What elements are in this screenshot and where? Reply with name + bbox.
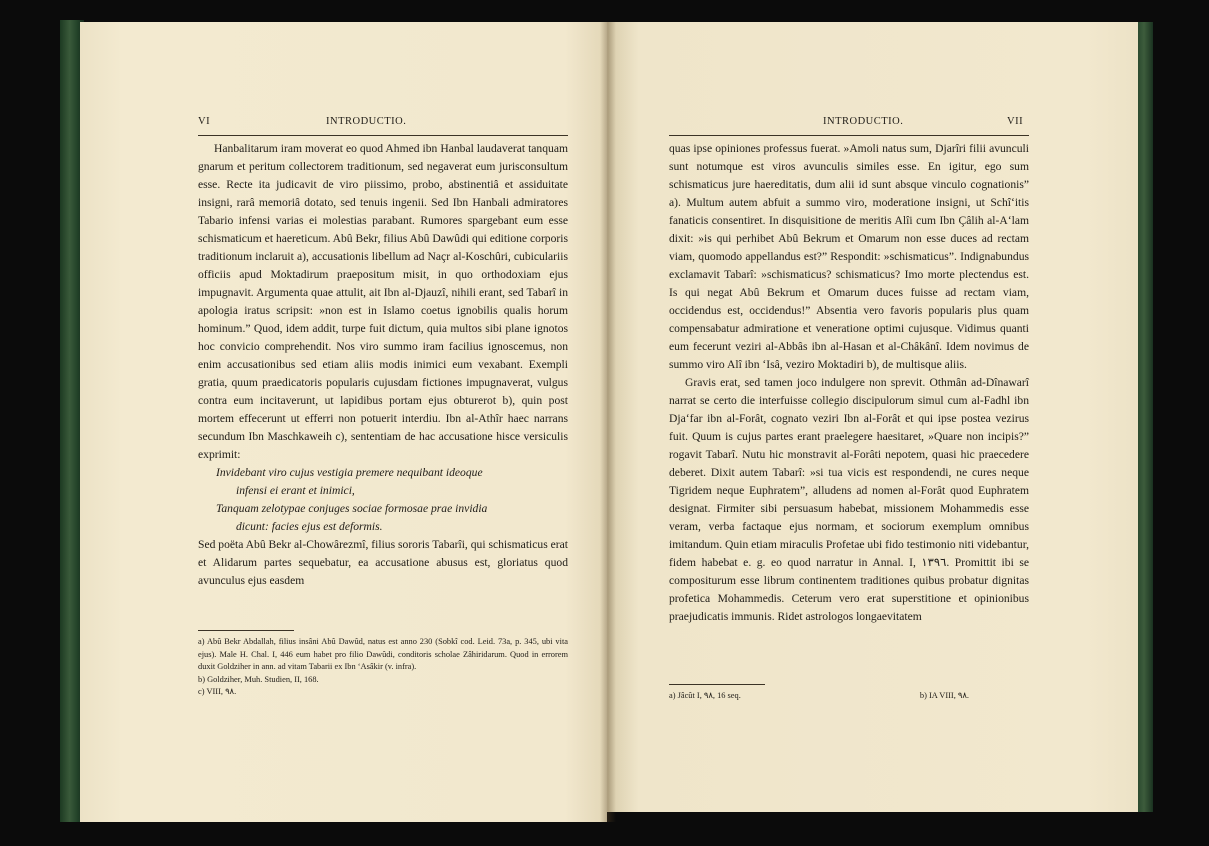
left-body-text [198, 140, 568, 590]
footnote-a: a) Abû Bekr Abdallah, filius insâni Abû Dawûd, natus est anno 230 (Sobkî cod. Leid. 73a, p. 345, ubi vita ejus). Male H. Chal. I, 446 eum habet pro filio Dawûdi, conditoris scholae Zâhiridarum. Quod in errorem duxit Goldziher in ann. ad vitam Tabarii ex Ibn ‘Asâkir (v. infra). [198, 637, 568, 671]
right-footnotes [669, 690, 1029, 703]
left-header-rule [198, 135, 568, 136]
left-page [80, 22, 607, 822]
right-page-number: VII [1007, 116, 1024, 127]
verse-line: Invidebant viro cujus vestigia premere nequibant ideoque [216, 466, 483, 479]
left-page-number: VI [198, 116, 211, 127]
left-footnotes [198, 636, 568, 699]
right-paragraph: Gravis erat, sed tamen joco indulgere non sprevit. Othmân ad-Dînawarî narrat se certo die interfuisse collegio discipulorum simul cum al-Fadhl ibn Dja‘far ibn al-Forât, cognato veziri Ibn al-Forât et qui ipse postea vezirus fuit. Quum is cujus partes erant praelegere haesitaret, »Quare non incipis?” rogavit Tabarî. Nutu hic monstravit al-Forâti nepotem, quasi hic praecedere deberet. Dixit autem Tabarî: »si tua vicis est respondendi, ne cures neque Tigridem neque Euphratem”, alludens ad nomen al-Forât quod Euphratem designat. Firmiter sibi persuasum habebat, missionem Mohammedis esse veram, verba factaque ejus normam, et sociorum exemplum omnibus imitandum. Quin etiam miraculis Profetae ubi fido testimonio niti videbantur, fidem habebat e. g. eo quod narratur in Annal. I, ١٣٩٦. Promittit ibi se compositurum esse librum continentem traditiones quibus probatur dignitas profetica Mohammedis. Ceterum vero erat superstitione et opinionibus praejudicatis immunis. Ridet astrologos longaevitatem [669, 376, 1029, 623]
book-gutter [600, 22, 616, 822]
footnote-a: a) Jâcût I, ٩٨, 16 seq. [669, 691, 741, 700]
right-running-head: INTRODUCTIO. [823, 116, 904, 127]
right-header-rule [669, 135, 1029, 136]
right-page [607, 22, 1138, 812]
footnote-separator [669, 684, 765, 685]
verse-block [198, 464, 568, 536]
footnote-separator [198, 630, 294, 631]
left-running-head: INTRODUCTIO. [326, 116, 407, 127]
verse-line: Tanquam zelotypae conjuges sociae formosae prae invidia [216, 502, 488, 515]
left-paragraph: Hanbalitarum iram moverat eo quod Ahmed ibn Hanbal laudaverat tanquam gnarum et peritum collectorem traditionum, sed negaverat eum jurisconsultum esse. Recte ita judicavit de viro piissimo, probo, abstinentiâ et assiduitate insigni, rarâ memoriâ dotato, sed tenuis ingenii. Sed Ibn Hanbali admiratores Tabario infensi varias ei molestias parabant. Rumores spargebant eum esse schismaticum et haereticum. Abû Bekr, filius Abû Dawûdi qui editione corporis traditionum inclaruit a), accusationis libellum ad Naçr al-Koschûri, cubiculariis officiis apud Moktadirum praepositum misit, in quo orthodoxiam ejus impugnavit. Argumenta quae attulit, ait Ibn al-Djauzî, nihili erant, sed Tabarî in apologia iratus scripsit: »non est in Islamo coetus ignobilis qualis horum hominum.” Quod, idem addit, turpe fuit dictum, quia multos sibi plane ignotos hoc convicio comprehendit. Nos viro summo iram facilius ignoscemus, non enim accusationibus sed etiam aliis modis inimici eum vexabant. Exempli gratia, quum praedicatoris popularis cujusdam fictiones impugnaverat, vulgus contra eum incitaverunt, ut lapidibus portam ejus obturerot b), quin post mortem effecerunt ut efferri non potuerit interdiu. Ibn al-Athîr haec narrans secundum Ibn Maschkaweih c), sententiam de hac accusatione hisce versiculis exprimit: [198, 142, 568, 461]
verse-line: infensi ei erant et inimici, [236, 484, 355, 497]
verse-line: dicunt: facies ejus est deformis. [236, 520, 383, 533]
right-body-text [669, 140, 1029, 626]
left-closing-paragraph: Sed poëta Abû Bekr al-Chowârezmî, filius sororis Tabarîi, qui schismaticus erat et Alidarum partes sequebatur, ea accusatione abusus est, gloriatus quod avunculus ejus easdem [198, 538, 568, 587]
footnote-b: b) IA VIII, ٩٨. [919, 691, 969, 700]
footnote-c: c) VIII, ٩٨. [198, 687, 237, 696]
right-paragraph: quas ipse opiniones professus fuerat. »Amoli natus sum, Djarîri filii avunculi sunt notumque est viros avunculis similes esse. En igitur, ego sum schismaticus jure haereditatis, dum alii id sunt absque vinculo cognationis” a). Multum autem abfuit a summo viro, moderatione insigni, ut Schî‘itis fanaticis consentiret. In disquisitione de meritis Alîi cum Ibn Çâlih al-A‘lam dixit: »is qui perhibet Abû Bekrum et Omarum non esse duces ad rectam viam, quomodo appellandus est?” Respondit: »schismaticus”. Indignabundus exclamavit Tabarî: »schismaticus? schismaticus? Imo morte plectendus est. Is qui negat Abû Bekrum et Omarum duces fuisse ad rectam viam, occidendus est, occidendus!” Absentia vero favoris popularis plus quam compensabatur admiratione et veneratione optimi cujusque. Vidimus quanti eum fecerunt veziri al-Abbâs ibn al-Hasan et al-Châkânî. Idem novimus de summo viro Alî ibn ‘Isâ, veziro Moktadiri b), de multisque aliis. [669, 142, 1029, 371]
footnote-b: b) Goldziher, Muh. Studien, II, 168. [198, 674, 319, 684]
